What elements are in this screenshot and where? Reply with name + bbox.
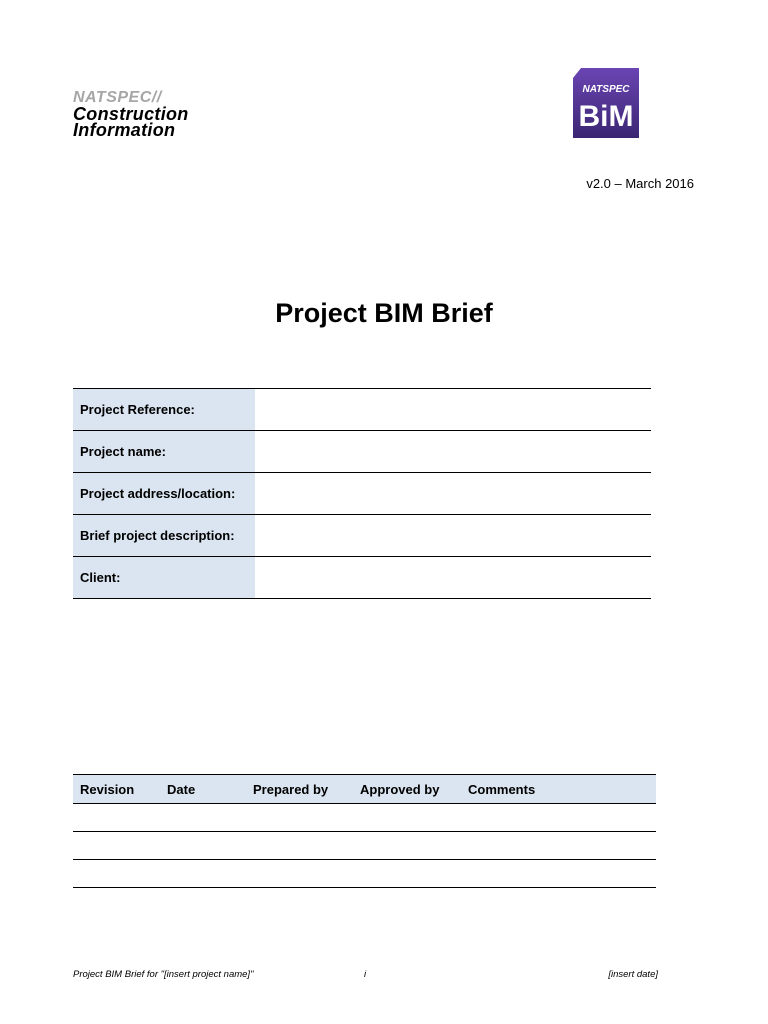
footer-page-number: i <box>364 969 367 980</box>
natspec-bim-logo <box>573 68 639 138</box>
project-name-value[interactable] <box>255 431 651 473</box>
version-date: v2.0 – March 2016 <box>586 176 694 191</box>
project-reference-value[interactable] <box>255 389 651 431</box>
document-title: Project BIM Brief <box>275 298 493 328</box>
comments-cell[interactable] <box>461 832 656 860</box>
project-reference-row <box>73 389 651 431</box>
logo-bim-top-text: NATSPEC <box>582 84 630 95</box>
approved-by-cell[interactable] <box>353 860 461 888</box>
project-address-value[interactable] <box>255 473 651 515</box>
revision-table <box>73 774 656 888</box>
natspec-logo <box>73 90 189 138</box>
date-cell[interactable] <box>160 860 246 888</box>
project-name-label: Project name: <box>73 431 255 473</box>
date-cell[interactable] <box>160 832 246 860</box>
project-info-table <box>73 388 651 599</box>
logo-line-information: Information <box>73 120 176 140</box>
comments-cell[interactable] <box>461 860 656 888</box>
prepared-by-cell[interactable] <box>246 832 353 860</box>
revision-cell[interactable] <box>73 804 160 832</box>
comments-column-header: Comments <box>461 775 656 804</box>
revision-cell[interactable] <box>73 860 160 888</box>
project-address-label: Project address/location: <box>73 473 255 515</box>
project-description-row <box>73 515 651 557</box>
logo-bim-main-text: BiM <box>578 100 634 133</box>
client-label: Client: <box>73 557 255 599</box>
approved-by-cell[interactable] <box>353 832 461 860</box>
logo-line-construction: Construction <box>73 104 189 124</box>
prepared-by-cell[interactable] <box>246 804 353 832</box>
revision-row <box>73 832 656 860</box>
project-reference-label: Project Reference: <box>73 389 255 431</box>
client-value[interactable] <box>255 557 651 599</box>
client-row <box>73 557 651 599</box>
prepared-by-cell[interactable] <box>246 860 353 888</box>
footer-date: [insert date] <box>608 969 658 980</box>
approved-by-cell[interactable] <box>353 804 461 832</box>
project-name-row <box>73 431 651 473</box>
comments-cell[interactable] <box>461 804 656 832</box>
logo-line-natspec: NATSPEC// <box>73 89 162 106</box>
revision-cell[interactable] <box>73 832 160 860</box>
revision-row <box>73 860 656 888</box>
revision-column-header: Revision <box>73 775 160 804</box>
revision-header-row <box>73 775 656 804</box>
prepared-by-column-header: Prepared by <box>246 775 353 804</box>
project-description-value[interactable] <box>255 515 651 557</box>
date-column-header: Date <box>160 775 246 804</box>
project-description-label: Brief project description: <box>73 515 255 557</box>
date-cell[interactable] <box>160 804 246 832</box>
project-address-row <box>73 473 651 515</box>
revision-row <box>73 804 656 832</box>
footer-project-name: Project BIM Brief for "[insert project name]" <box>73 969 254 980</box>
approved-by-column-header: Approved by <box>353 775 461 804</box>
